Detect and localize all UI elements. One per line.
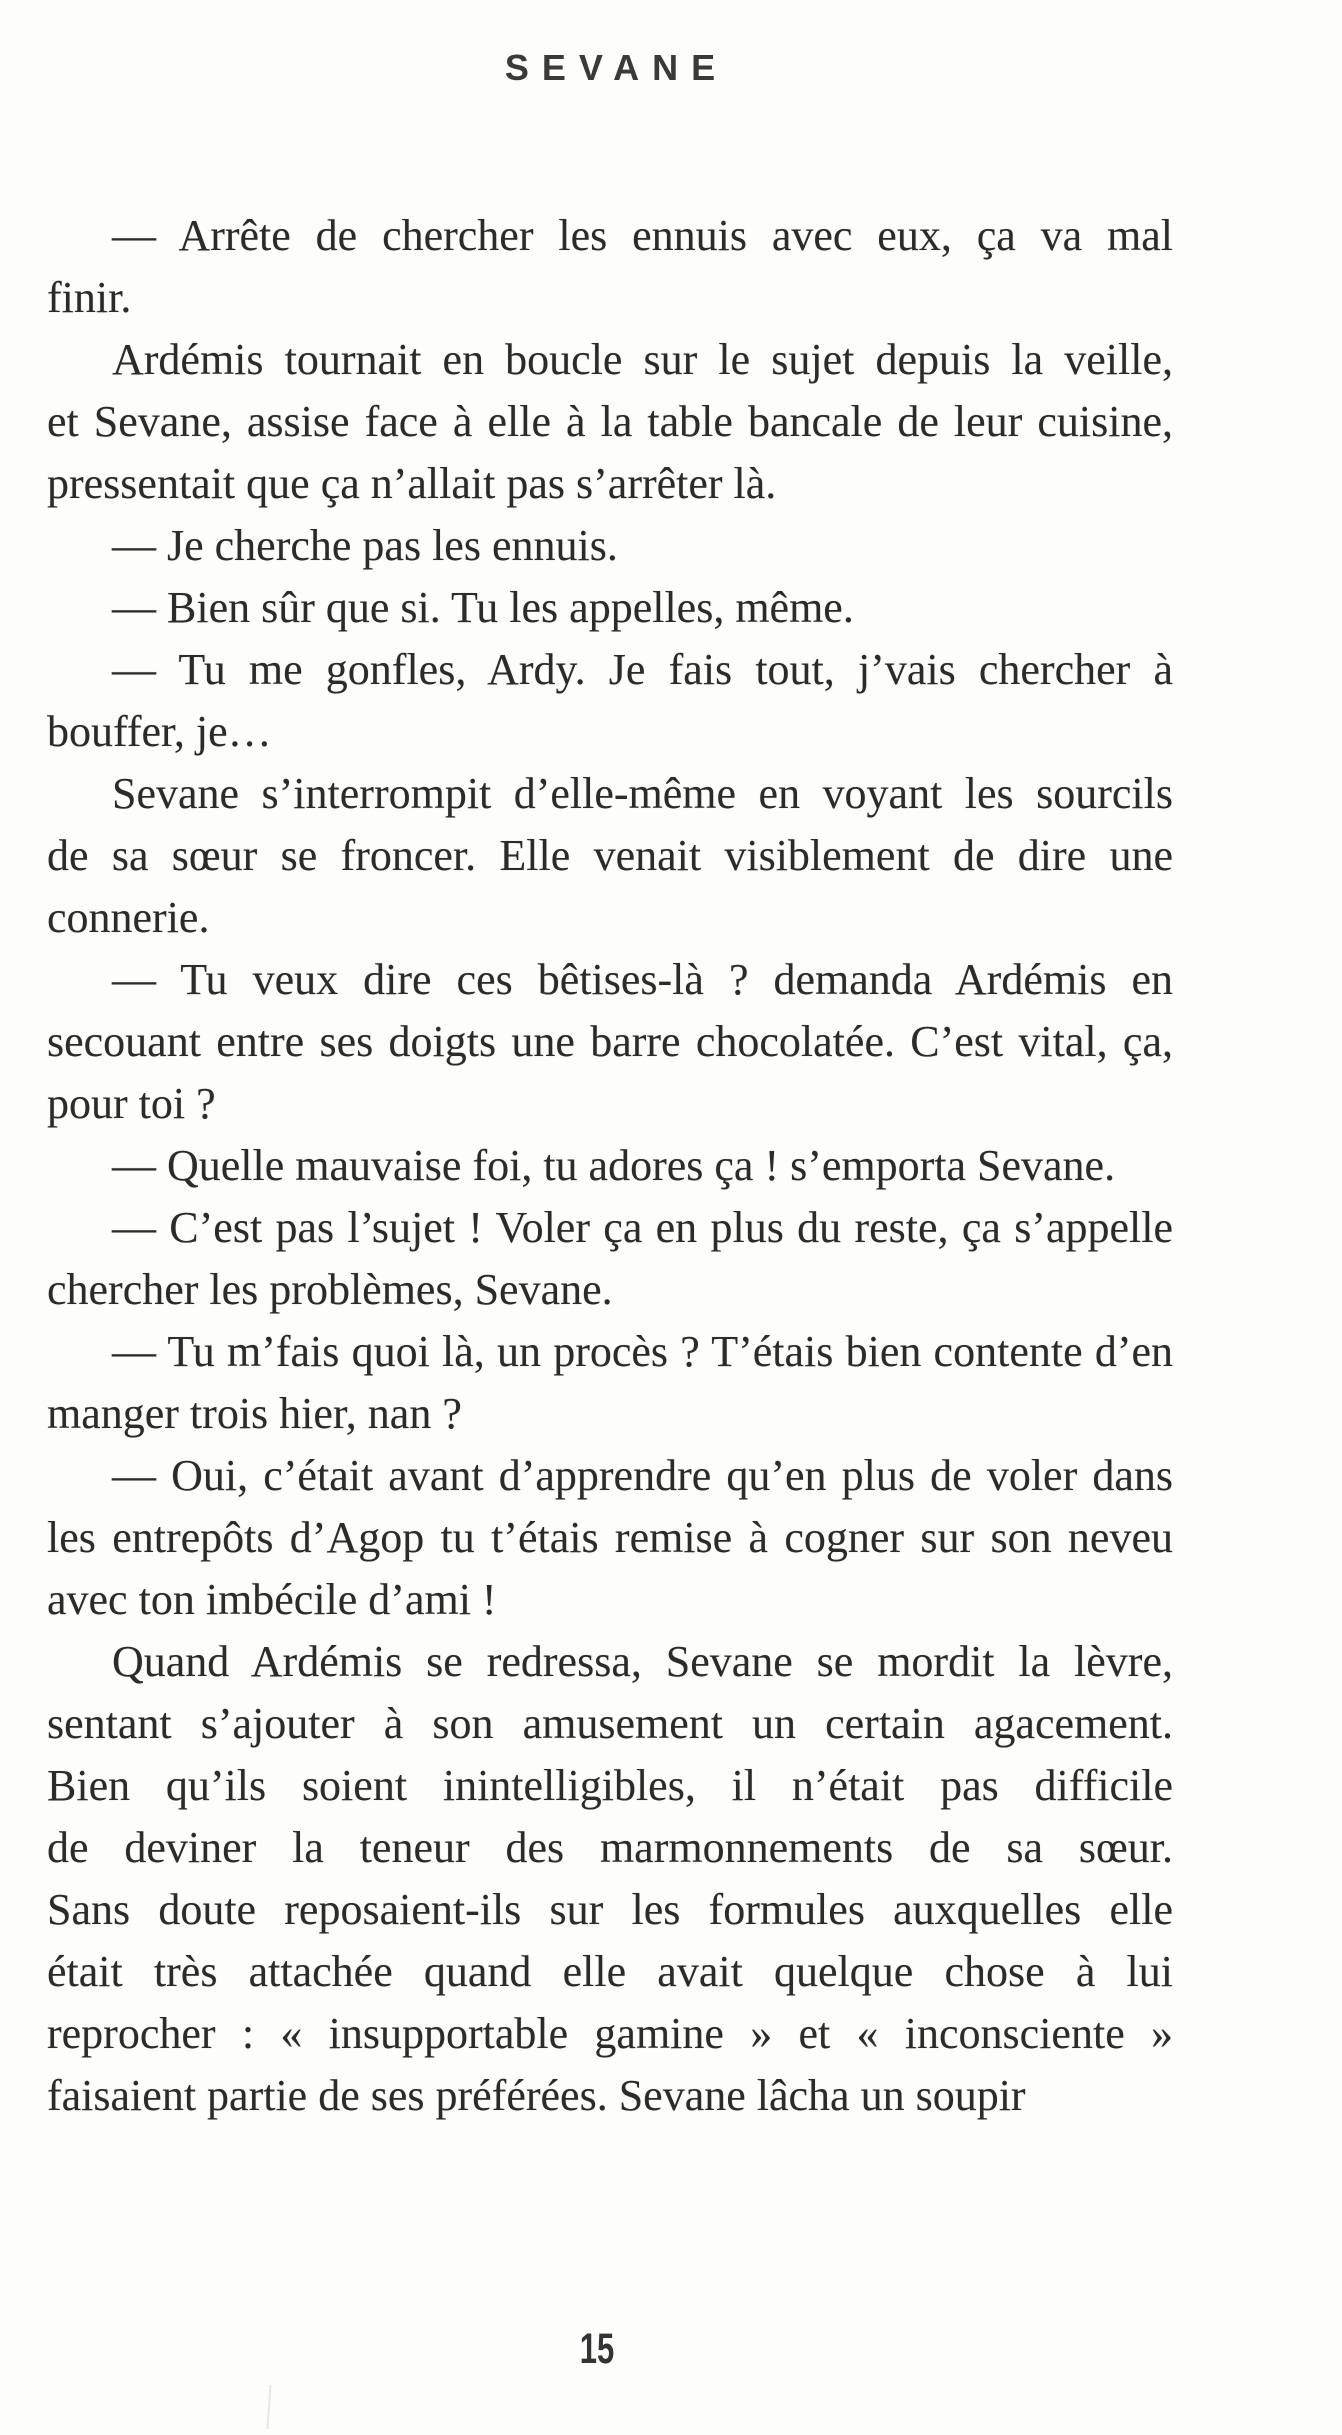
text-line: Quand Ardémis se redressa, Sevane se mordit la lèvre,	[112, 1637, 1173, 1686]
text-line: Bien qu’ils soient inintelligibles, il n’était pas difficile	[47, 1761, 1173, 1810]
body-text-block	[47, 205, 1173, 2127]
text-line: les entrepôts d’Agop tu t’étais remise à cogner sur son neveu	[47, 1513, 1173, 1562]
scan-crease-artifact	[266, 2385, 271, 2429]
text-line: secouant entre ses doigts une barre chocolatée. C’est vital, ça,	[47, 1017, 1173, 1066]
text-line: manger trois hier, nan ?	[47, 1389, 462, 1438]
text-line: faisaient partie de ses préférées. Sevane lâcha un soupir	[47, 2071, 1026, 2120]
text-line: bouffer, je…	[47, 707, 272, 756]
text-line: Sevane s’interrompit d’elle-même en voyant les sourcils	[112, 769, 1173, 818]
text-line: — Tu veux dire ces bêtises-là ? demanda Ardémis en	[112, 955, 1173, 1004]
text-line: chercher les problèmes, Sevane.	[47, 1265, 613, 1314]
text-line: — Tu me gonfles, Ardy. Je fais tout, j’vais chercher à	[112, 645, 1173, 694]
page-number: 15	[579, 2325, 615, 2373]
text-line: était très attachée quand elle avait quelque chose à lui	[47, 1947, 1173, 1996]
text-line: — Oui, c’était avant d’apprendre qu’en plus de voler dans	[112, 1451, 1173, 1500]
text-line: de deviner la teneur des marmonnements de sa sœur.	[47, 1823, 1173, 1872]
text-line: de sa sœur se froncer. Elle venait visiblement de dire une	[47, 831, 1173, 880]
text-line: — Je cherche pas les ennuis.	[112, 521, 618, 570]
text-line: Sans doute reposaient-ils sur les formules auxquelles elle	[47, 1885, 1173, 1934]
text-line: connerie.	[47, 893, 210, 942]
text-line: sentant s’ajouter à son amusement un certain agacement.	[47, 1699, 1173, 1748]
text-line: — Tu m’fais quoi là, un procès ? T’étais bien contente d’en	[112, 1327, 1173, 1376]
text-line: pressentait que ça n’allait pas s’arrêter là.	[47, 459, 777, 508]
text-line: pour toi ?	[47, 1079, 216, 1128]
text-line: reprocher : « insupportable gamine » et « inconsciente »	[47, 2009, 1173, 2058]
text-line: finir.	[47, 273, 132, 322]
text-line: Ardémis tournait en boucle sur le sujet depuis la veille,	[112, 335, 1173, 384]
text-line: — C’est pas l’sujet ! Voler ça en plus du reste, ça s’appelle	[112, 1203, 1173, 1252]
text-line: et Sevane, assise face à elle à la table bancale de leur cuisine,	[47, 397, 1173, 446]
text-line: avec ton imbécile d’ami !	[47, 1575, 497, 1624]
text-line: — Bien sûr que si. Tu les appelles, même.	[112, 583, 854, 632]
text-line: — Arrête de chercher les ennuis avec eux, ça va mal	[112, 211, 1173, 260]
text-line: — Quelle mauvaise foi, tu adores ça ! s’emporta Sevane.	[112, 1141, 1116, 1190]
running-head-title: SEVANE	[504, 47, 729, 88]
